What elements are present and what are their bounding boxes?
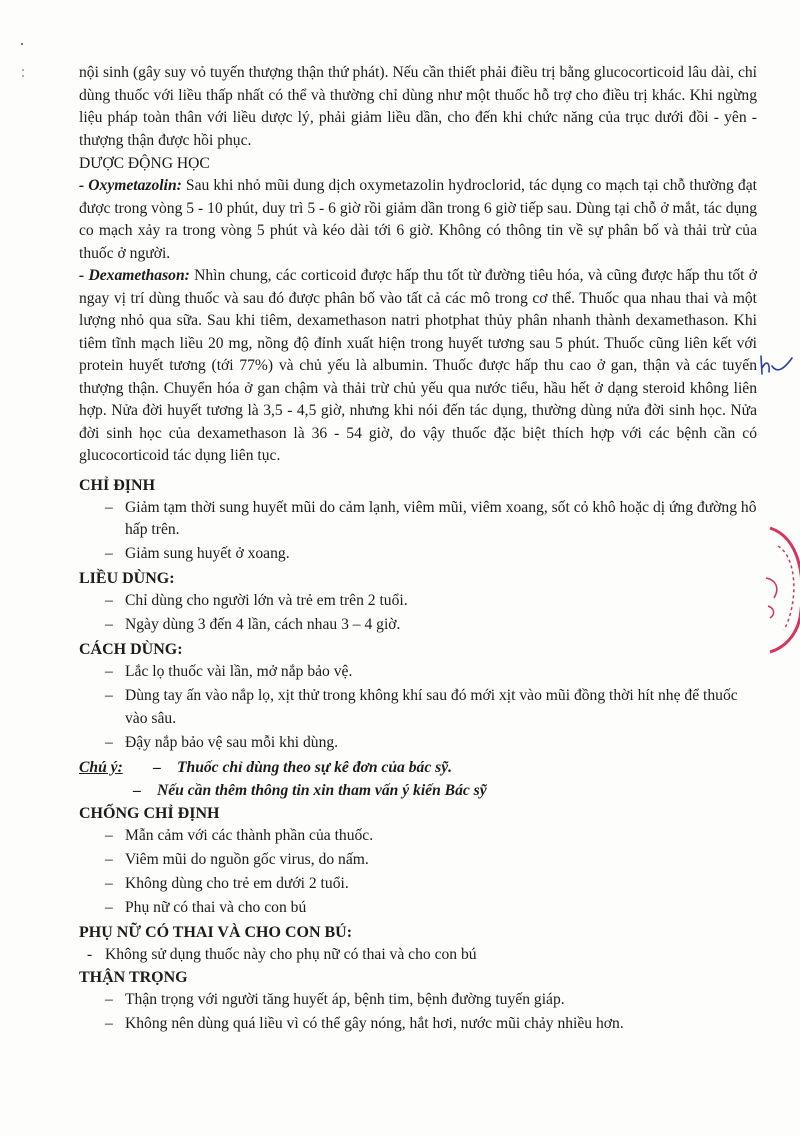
dexamethason-text: Nhìn chung, các corticoid được hấp thu tốt từ đường tiêu hóa, và cũng được hấp thu tốt ở ngay vị trí dùng thuốc và sau đó được phân bố vào tất cả các mô trong cơ thể. Thuốc qua nhau thai và một lượng nhỏ qua sữa. Sau khi tiêm, dexamethason natri photphat thủy phân nhanh thành dexamethason. Khi tiêm tĩnh mạch liều 20 mg, nồng độ đỉnh xuất hiện trong huyết tương sau 5 phút. Thuốc cũng liên kết với protein huyết tương (tới 77%) và chủ yếu là albumin. Thuốc được hấp thu cao ở gan, thận và các tuyến thượng thận. Chuyển hóa ở gan chậm và thải trừ chủ yếu qua nước tiểu, hầu hết ở dạng steroid không liên hợp. Nửa đời huyết tương là 3,5 - 4,5 giờ, nhưng khi nói đến tác dụng, thường dùng nửa đời sinh học. Nửa đời sinh học của dexamethason là 36 - 54 giờ, do vậy thuốc đặc biệt thích hợp với các bệnh cần có glucocorticoid tác dụng liên tục.	[79, 267, 757, 464]
usage-heading: CÁCH DÙNG:	[79, 641, 183, 658]
list-item: – Viêm mũi do nguồn gốc virus, do nấm.	[79, 849, 757, 872]
list-item: – Lắc lọ thuốc vài lần, mở nắp bảo vệ.	[79, 661, 757, 684]
list-item: – Không dùng cho trẻ em dưới 2 tuổi.	[79, 873, 757, 896]
precautions-heading: THẬN TRỌNG	[79, 969, 188, 986]
dexamethason-paragraph	[79, 265, 757, 468]
list-item: - Không sử dụng thuốc này cho phụ nữ có thai và cho con bú	[79, 944, 757, 967]
handwritten-initial-icon	[758, 350, 798, 380]
indications-heading: CHỈ ĐỊNH	[79, 476, 156, 494]
list-item: – Thuốc chỉ dùng theo sự kê đơn của bác sỹ.	[151, 756, 487, 779]
list-item: – Ngày dùng 3 đến 4 lần, cách nhau 3 – 4 giờ.	[79, 614, 757, 637]
pharmacokinetics-heading: DƯỢC ĐỘNG HỌC	[79, 155, 210, 172]
oxymetazolin-text: Sau khi nhỏ mũi dung dịch oxymetazolin hydroclorid, tác dụng co mạch tại chỗ thường đạt được trong vòng 5 - 10 phút, duy trì 5 - 6 giờ rồi giảm dần trong 6 giờ tiếp sau. Dùng tại chỗ ở mắt, tác dụng co mạch xảy ra trong vòng 5 phút và kéo dài tới 6 giờ. Không có thông tin về sự phân bố và thải trừ của thuốc ở người.	[79, 177, 757, 262]
list-item: – Thận trọng với người tăng huyết áp, bệnh tim, bệnh đường tuyến giáp.	[79, 989, 757, 1012]
intro-paragraph: nội sinh (gây suy vỏ tuyến thượng thận thứ phát). Nếu cần thiết phải điều trị bằng glucocorticoid lâu dài, chỉ dùng thuốc với liều thấp nhất có thể và thường chỉ dùng như một thuốc hỗ trợ cho điều trị khác. Khi ngừng liệu pháp toàn thân với liều dược lý, phải giảm liều dần, cho đến khi chức năng của trục dưới đồi - yên - thượng thận được hồi phục.	[79, 64, 757, 149]
dosage-list	[79, 590, 757, 637]
dosage-heading: LIỀU DÙNG:	[79, 570, 175, 587]
precautions-list	[79, 989, 757, 1036]
document-page	[79, 62, 757, 1037]
oxymetazolin-paragraph	[79, 175, 757, 265]
usage-list	[79, 661, 757, 754]
list-item: – Mẫn cảm với các thành phần của thuốc.	[79, 825, 757, 848]
list-item: – Chỉ dùng cho người lớn và trẻ em trên 2 tuổi.	[79, 590, 757, 613]
list-item: – Phụ nữ có thai và cho con bú	[79, 897, 757, 920]
list-item: – Giảm sung huyết ở xoang.	[79, 543, 757, 566]
note-list	[151, 756, 487, 802]
list-item: – Dùng tay ấn vào nắp lọ, xịt thử trong không khí sau đó mới xịt vào mũi đồng thời hít nhẹ để thuốc vào sâu.	[79, 685, 757, 730]
indications-list	[79, 497, 757, 566]
pregnancy-list	[79, 944, 757, 967]
list-item: – Giảm tạm thời sung huyết mũi do cảm lạnh, viêm mũi, viêm xoang, sốt cỏ khô hoặc dị ứng đường hô hấp trên.	[79, 497, 757, 542]
pregnancy-heading: PHỤ NỮ CÓ THAI VÀ CHO CON BÚ:	[79, 923, 353, 941]
note-label: Chú ý:	[79, 758, 123, 776]
list-item: – Không nên dùng quá liều vì có thể gây nóng, hắt hơi, nước mũi chảy nhiều hơn.	[79, 1013, 757, 1036]
scan-mark-icon	[18, 40, 28, 80]
contraindications-list	[79, 825, 757, 920]
list-item: – Đậy nắp bảo vệ sau mỗi khi dùng.	[79, 732, 757, 755]
list-item: – Nếu cần thêm thông tin xin tham vấn ý kiến Bác sỹ	[131, 779, 487, 802]
oxymetazolin-label: - Oxymetazolin:	[79, 177, 182, 194]
dexamethason-label: - Dexamethason:	[79, 267, 190, 284]
contraindications-heading: CHỐNG CHỈ ĐỊNH	[79, 804, 220, 822]
note-block	[79, 756, 757, 802]
